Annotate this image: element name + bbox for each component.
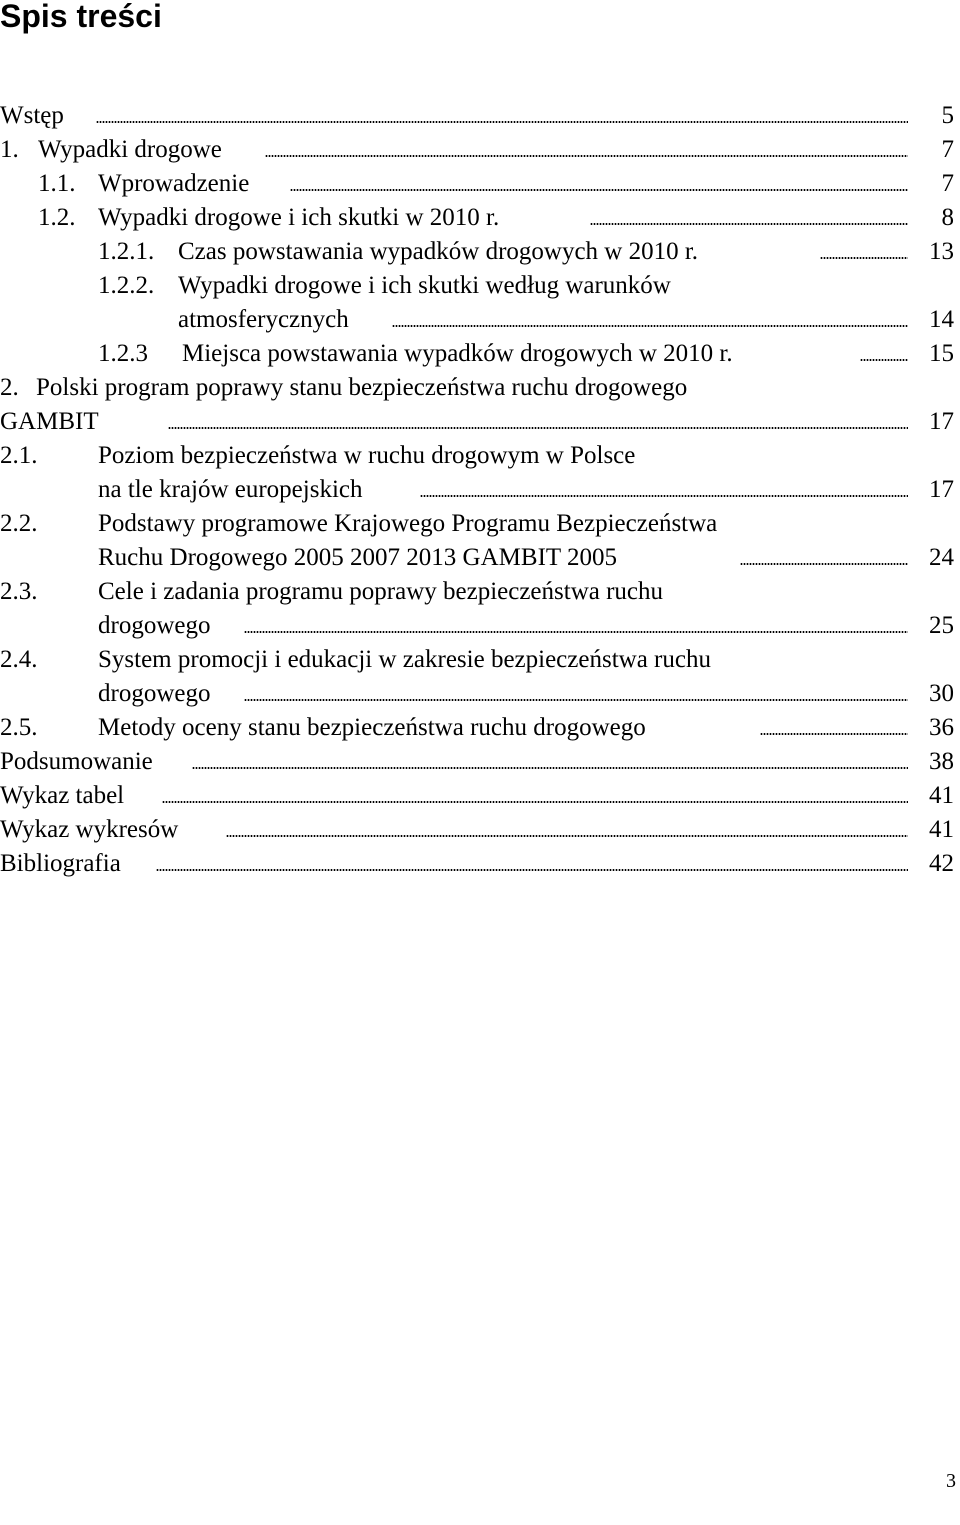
toc-entry[interactable] (0, 745, 960, 779)
toc-leader-dots (244, 609, 908, 643)
toc-entry[interactable] (0, 371, 960, 405)
toc-entry[interactable] (0, 201, 960, 235)
toc-entry-continuation[interactable] (0, 541, 960, 575)
toc-entry[interactable] (0, 235, 960, 269)
toc-entry[interactable] (0, 711, 960, 745)
toc-leader-dots (760, 711, 908, 745)
toc-entry-number: 2.2. (0, 510, 38, 537)
toc-entry[interactable] (0, 99, 960, 133)
toc-entry-title: Bibliografia (0, 850, 121, 877)
toc-entry-page: 14 (929, 306, 954, 333)
toc-entry[interactable] (0, 813, 960, 847)
toc-entry-title: Wypadki drogowe i ich skutki według warunków (178, 272, 671, 299)
toc-entry-title: Miejsca powstawania wypadków drogowych w 2010 r. (182, 340, 733, 367)
toc-entry[interactable] (0, 133, 960, 167)
toc-entry-number: 2. (0, 374, 19, 401)
toc-leader-dots (244, 677, 908, 711)
toc-entry-title: GAMBIT (0, 408, 99, 435)
toc-leader-dots (168, 405, 908, 439)
toc-leader-dots (226, 813, 908, 847)
toc-entry[interactable] (0, 269, 960, 303)
toc-entry-number: 2.1. (0, 442, 38, 469)
toc-leader-dots (590, 201, 908, 235)
toc-entry-continuation[interactable] (0, 677, 960, 711)
toc-entry-title: atmosferycznych (178, 306, 349, 333)
toc-entry[interactable] (0, 507, 960, 541)
toc-leader-dots (162, 779, 908, 813)
toc-entry-title: Wstęp (0, 102, 64, 129)
page-title: Spis treści (0, 0, 162, 34)
toc-leader-dots (740, 541, 908, 575)
toc-entry-number: 1.2.1. (98, 238, 155, 265)
toc-entry-page: 38 (929, 748, 954, 775)
toc-entry-title: Wprowadzenie (98, 170, 250, 197)
toc-entry-title: drogowego (98, 612, 211, 639)
toc-entry-page: 30 (929, 680, 954, 707)
toc-entry-page: 17 (929, 476, 954, 503)
toc-leader-dots (156, 847, 908, 881)
toc-entry-number: 1.2. (38, 204, 76, 231)
toc-entry-title: Podsumowanie (0, 748, 153, 775)
page-number: 3 (946, 1470, 956, 1492)
toc-entry-number: 1. (0, 136, 19, 163)
toc-entry[interactable] (0, 167, 960, 201)
toc-entry-title: Wypadki drogowe (38, 136, 222, 163)
toc-entry-title: Metody oceny stanu bezpieczeństwa ruchu drogowego (98, 714, 646, 741)
toc-entry-title: Podstawy programowe Krajowego Programu Bezpieczeństwa (98, 510, 718, 537)
toc-entry[interactable] (0, 847, 960, 881)
toc-entry-number: 2.5. (0, 714, 38, 741)
toc-entry-page: 13 (929, 238, 954, 265)
toc-entry-page: 7 (941, 136, 954, 163)
toc-entry-number: 2.3. (0, 578, 38, 605)
toc-entry-title: Cele i zadania programu poprawy bezpieczeństwa ruchu (98, 578, 664, 605)
toc-entry-page: 7 (941, 170, 954, 197)
toc-entry[interactable] (0, 575, 960, 609)
table-of-contents (0, 99, 960, 881)
toc-entry-number: 2.4. (0, 646, 38, 673)
toc-entry-number: 1.1. (38, 170, 76, 197)
toc-entry-page: 42 (929, 850, 954, 877)
toc-entry-number: 1.2.3 (98, 340, 148, 367)
toc-entry-page: 8 (941, 204, 954, 231)
toc-leader-dots (96, 99, 908, 133)
toc-entry-page: 41 (929, 816, 954, 843)
toc-entry-continuation[interactable] (0, 473, 960, 507)
toc-entry-title: Czas powstawania wypadków drogowych w 2010 r. (178, 238, 699, 265)
toc-leader-dots (392, 303, 908, 337)
toc-leader-dots (265, 133, 908, 167)
toc-entry[interactable] (0, 439, 960, 473)
toc-entry-title: drogowego (98, 680, 211, 707)
toc-entry-page: 25 (929, 612, 954, 639)
toc-leader-dots (192, 745, 908, 779)
toc-entry[interactable] (0, 779, 960, 813)
toc-entry-title: Poziom bezpieczeństwa w ruchu drogowym w Polsce (98, 442, 636, 469)
toc-entry-title: Polski program poprawy stanu bezpieczeństwa ruchu drogowego (36, 374, 688, 401)
toc-entry-title: Ruchu Drogowego 2005 2007 2013 GAMBIT 2005 (98, 544, 617, 571)
toc-entry-title: Wykaz tabel (0, 782, 125, 809)
toc-leader-dots (860, 337, 908, 371)
toc-leader-dots (290, 167, 908, 201)
toc-entry-title: Wypadki drogowe i ich skutki w 2010 r. (98, 204, 500, 231)
toc-entry-continuation[interactable] (0, 405, 960, 439)
toc-leader-dots (820, 235, 908, 269)
toc-entry-page: 17 (929, 408, 954, 435)
toc-entry-continuation[interactable] (0, 303, 960, 337)
toc-entry-page: 15 (929, 340, 954, 367)
toc-entry-page: 36 (929, 714, 954, 741)
toc-entry-continuation[interactable] (0, 609, 960, 643)
toc-entry-page: 5 (941, 102, 954, 129)
toc-entry-title: Wykaz wykresów (0, 816, 179, 843)
toc-entry-page: 24 (929, 544, 954, 571)
toc-entry-title: na tle krajów europejskich (98, 476, 363, 503)
toc-entry-title: System promocji i edukacji w zakresie bezpieczeństwa ruchu (98, 646, 711, 673)
toc-entry[interactable] (0, 643, 960, 677)
toc-entry-number: 1.2.2. (98, 272, 155, 299)
toc-entry[interactable] (0, 337, 960, 371)
toc-entry-page: 41 (929, 782, 954, 809)
toc-leader-dots (420, 473, 908, 507)
